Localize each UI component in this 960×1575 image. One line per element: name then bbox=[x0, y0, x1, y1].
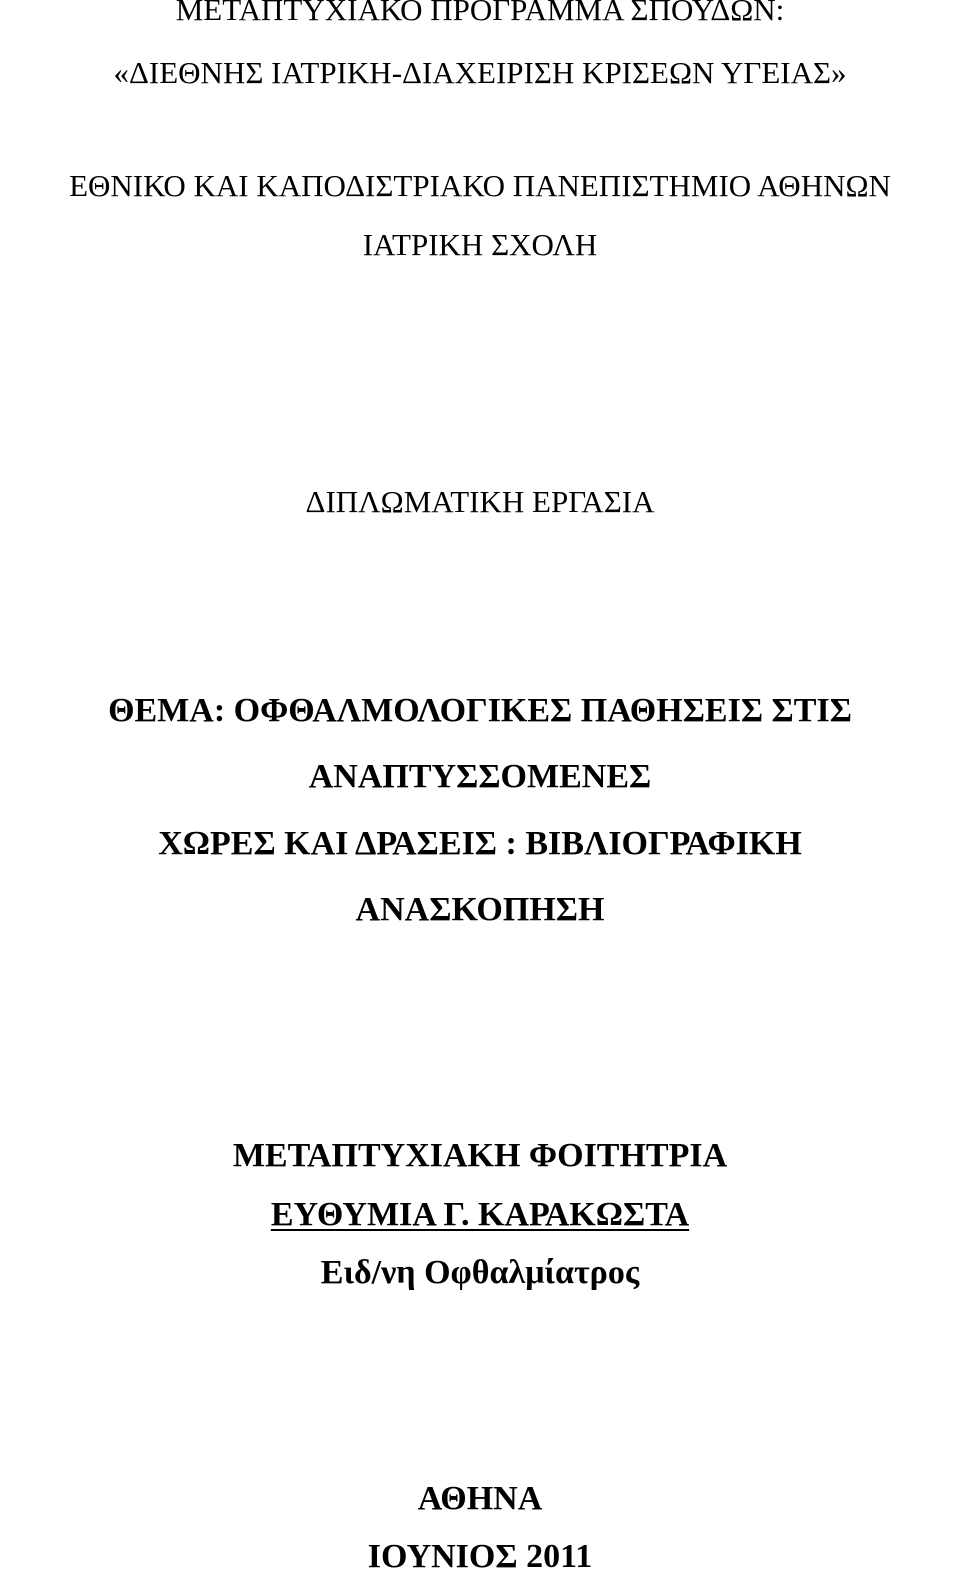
document-type: ΔΙΠΛΩΜΑΤΙΚΗ ΕΡΓΑΣΙΑ bbox=[305, 484, 655, 519]
city: ΑΘΗΝΑ bbox=[417, 1480, 543, 1517]
subject-line-3: ΧΩΡΕΣ ΚΑΙ ΔΡΑΣΕΙΣ : ΒΙΒΛΙΟΓΡΑΦΙΚΗ bbox=[158, 825, 802, 862]
date: ΙΟΥΝΙΟΣ 2011 bbox=[367, 1538, 593, 1575]
author-title: Ειδ/νη Οφθαλμίατρος bbox=[320, 1254, 640, 1291]
subject-line-4: ΑΝΑΣΚΟΠΗΣΗ bbox=[355, 891, 605, 928]
school-name: ΙΑΤΡΙΚΗ ΣΧΟΛΗ bbox=[362, 227, 598, 262]
subject-line-1: ΘΕΜΑ: ΟΦΘΑΛΜΟΛΟΓΙΚΕΣ ΠΑΘΗΣΕΙΣ ΣΤΙΣ bbox=[108, 692, 852, 729]
author-name bbox=[0, 1198, 960, 1232]
program-title-line-1: ΜΕΤΑΠΤΥΧΙΑΚΟ ΠΡΟΓΡΑΜΜΑ ΣΠΟΥΔΩΝ: bbox=[175, 0, 785, 27]
program-title-line-2: «ΔΙΕΘΝΗΣ ΙΑΤΡΙΚΗ-ΔΙΑΧΕΙΡΙΣΗ ΚΡΙΣΕΩΝ ΥΓΕΙΑΣ» bbox=[113, 55, 847, 90]
university-name: ΕΘΝΙΚΟ ΚΑΙ ΚΑΠΟΔΙΣΤΡΙΑΚΟ ΠΑΝΕΠΙΣΤΗΜΙΟ ΑΘΗΝΩΝ bbox=[69, 168, 891, 203]
author-name-text: ΕΥΘΥΜΙΑ Γ. ΚΑΡΑΚΩΣΤΑ bbox=[270, 1196, 690, 1233]
author-role: ΜΕΤΑΠΤΥΧΙΑΚΗ ΦΟΙΤΗΤΡΙΑ bbox=[232, 1137, 728, 1174]
subject-line-2: ΑΝΑΠΤΥΣΣΟΜΕΝΕΣ bbox=[308, 758, 652, 795]
